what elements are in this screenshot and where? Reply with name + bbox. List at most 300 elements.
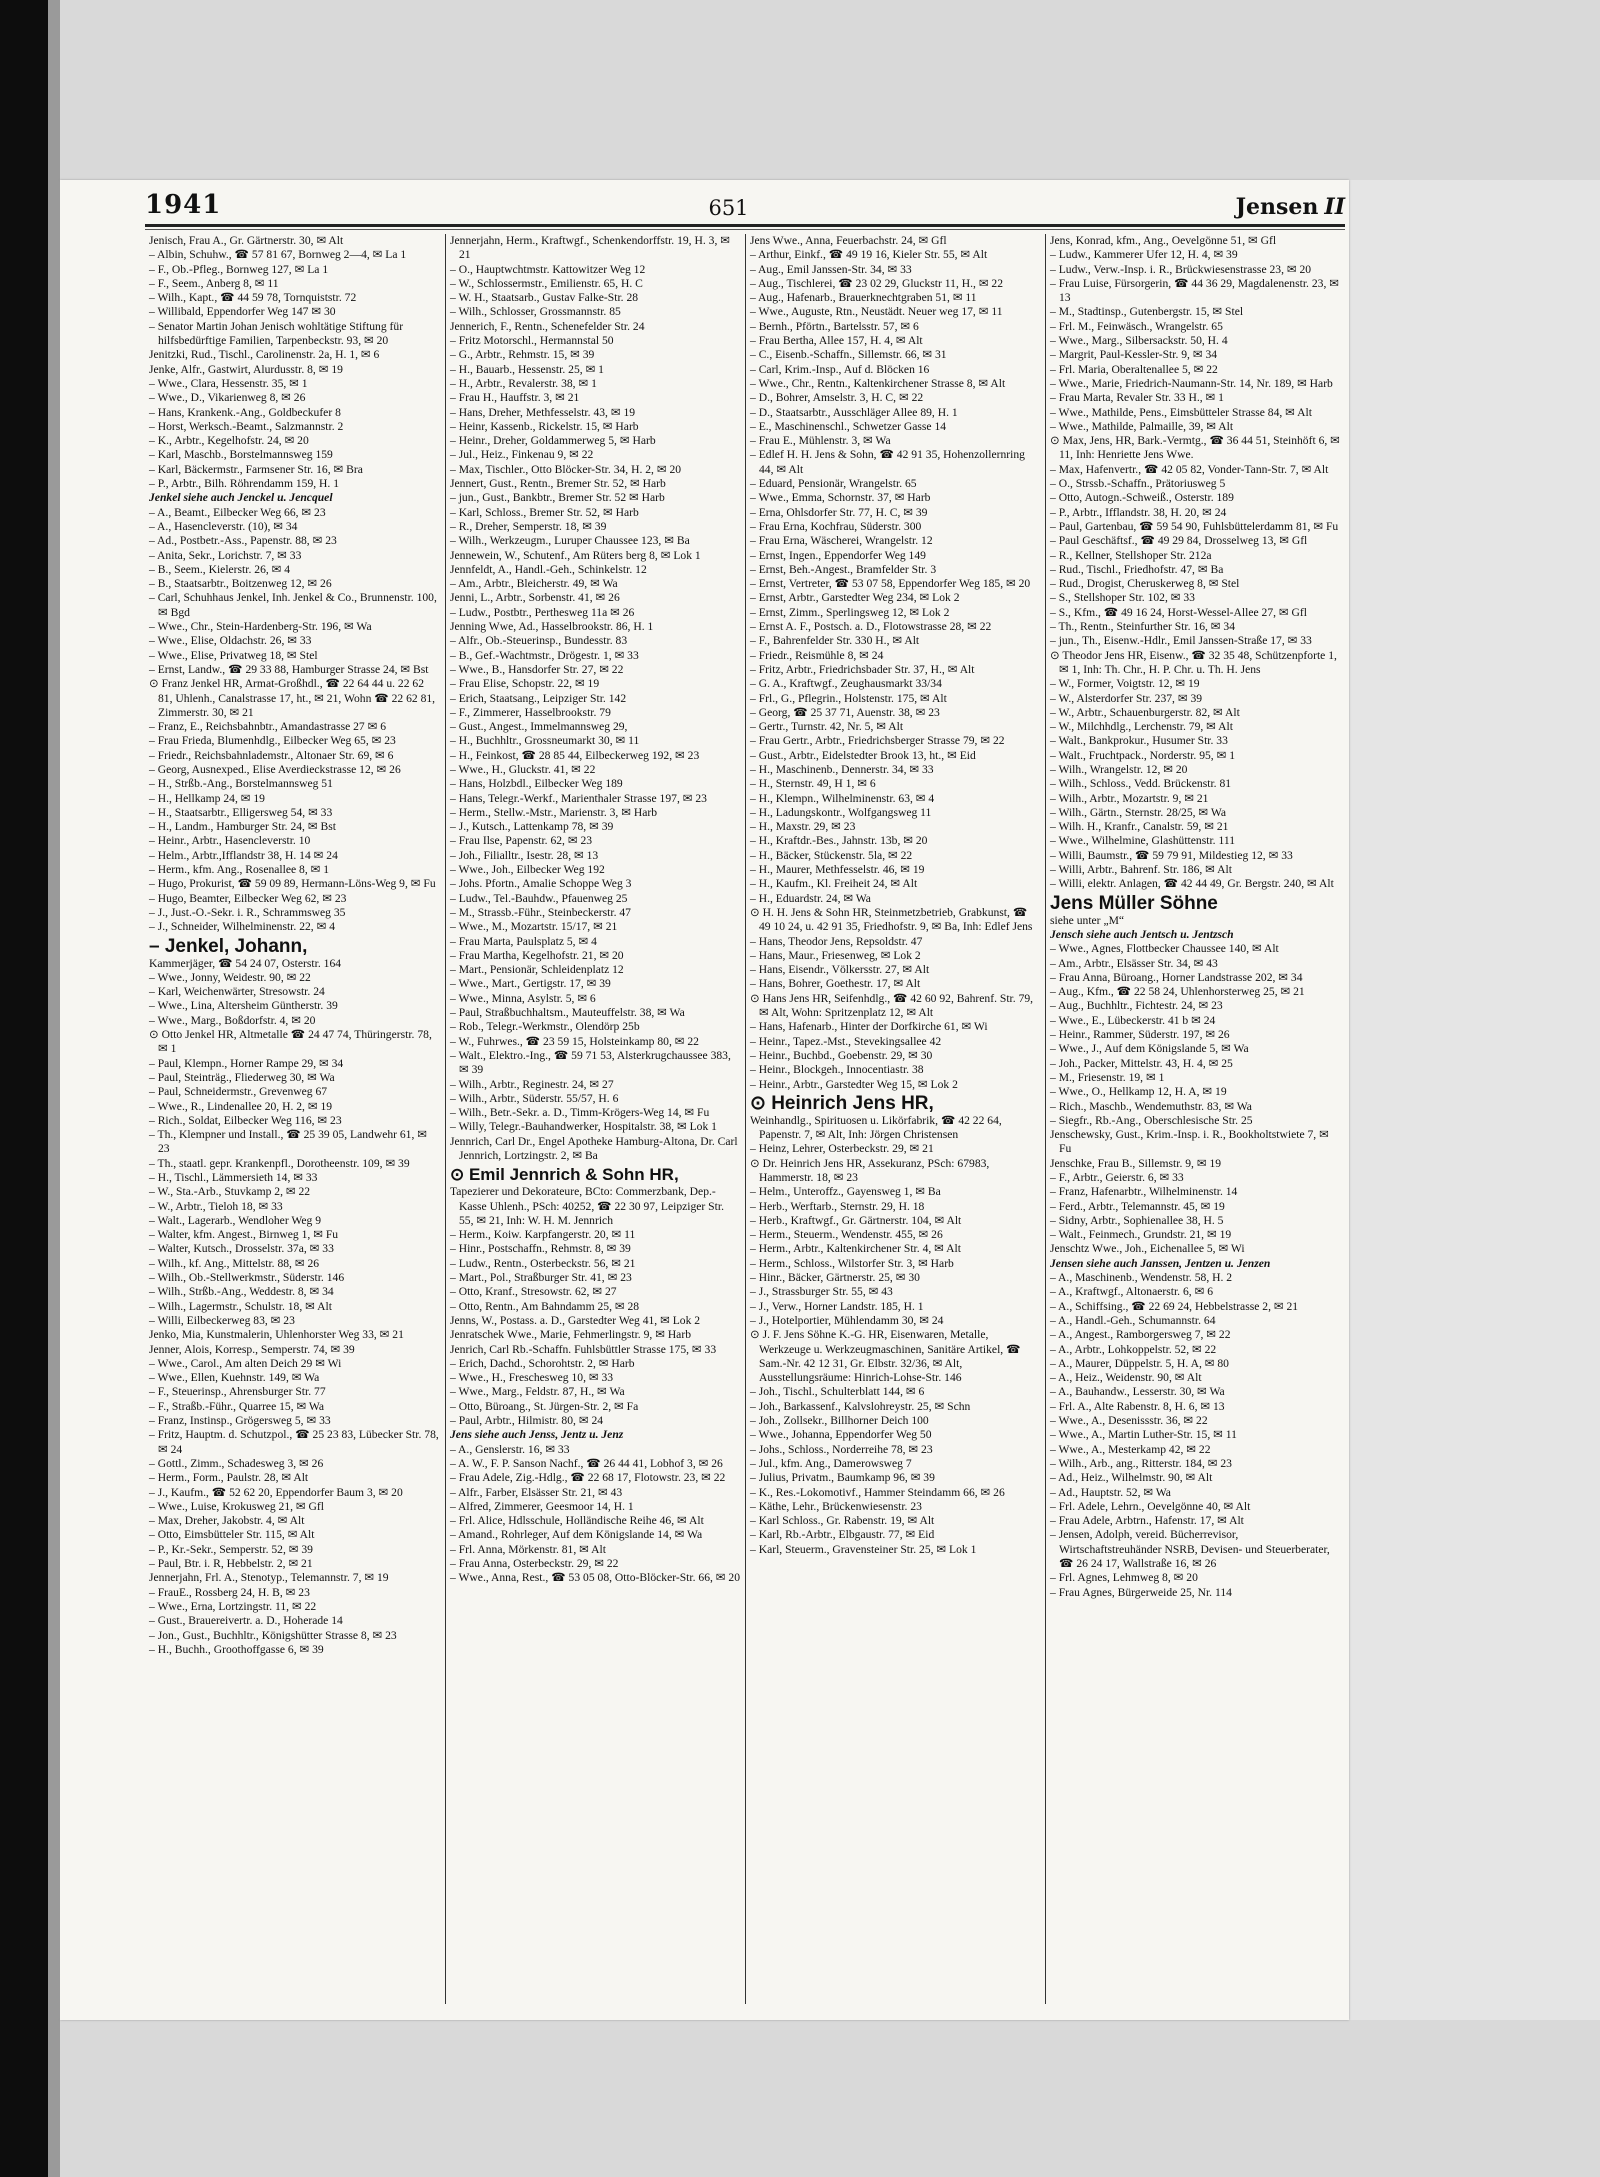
directory-entry: – Frau Gertr., Arbtr., Friedrichsberger Strasse 79, ✉ 22: [750, 734, 1005, 748]
directory-entry: – Frau E., Mühlenstr. 3, ✉ Wa: [750, 434, 891, 448]
directory-entry: – Herm., Schloss., Wilstorfer Str. 3, ✉ Harb: [750, 1256, 954, 1270]
directory-entry: – Jul., Heiz., Finkenau 9, ✉ 22: [450, 448, 594, 462]
directory-entry: – H., Tischl., Lämmersieth 14, ✉ 33: [149, 1171, 318, 1184]
directory-entry: – Wwe., Mathilde, Pens., Eimsbütteler Strasse 84, ✉ Alt: [1050, 405, 1312, 419]
directory-entry: – Heinr, Kassenb., Rickelstr. 15, ✉ Harb: [450, 419, 639, 433]
directory-entry: – Walt., Bankprokur., Husumer Str. 33: [1050, 734, 1228, 748]
directory-entry: – Max, Tischler., Otto Blöcker-Str. 34, H. 2, ✉ 20: [450, 462, 682, 476]
directory-entry: – Hans, Bohrer, Goethestr. 17, ✉ Alt: [750, 977, 921, 991]
directory-entry: – Rud., Tischl., Friedhofstr. 47, ✉ Ba: [1050, 562, 1224, 576]
directory-entry: – Wilh., Wrangelstr. 12, ✉ 20: [1050, 762, 1188, 776]
directory-entry: – Gottl., Zimm., Schadesweg 3, ✉ 26: [149, 1456, 324, 1470]
directory-entry: – Heinr., Rammer, Süderstr. 197, ✉ 26: [1050, 1028, 1230, 1042]
directory-entry: Jens Wwe., Anna, Feuerbachstr. 24, ✉ Gfl: [750, 234, 947, 247]
columns: [145, 234, 1345, 2004]
directory-entry: – Frl. M., Feinwäsch., Wrangelstr. 65: [1050, 319, 1223, 333]
directory-entry: – A., Handl.-Geh., Schumannstr. 64: [1050, 1313, 1216, 1327]
directory-entry: – Wwe., Wilhelmine, Glashüttenstr. 111: [1050, 834, 1236, 848]
directory-entry: – Karl, Steuerm., Gravensteiner Str. 25, ✉ Lok 1: [750, 1542, 977, 1556]
directory-entry: – Joh., Packer, Mittelstr. 43, H. 4, ✉ 25: [1050, 1056, 1233, 1070]
directory-entry: – Jon., Gust., Buchhltr., Königshütter Strasse 8, ✉ 23: [149, 1628, 397, 1642]
directory-entry: – W., Alsterdorfer Str. 237, ✉ 39: [1050, 691, 1203, 705]
directory-entry: – Ernst, Landw., ☎ 29 33 88, Hamburger Strasse 24, ✉ Bst: [149, 662, 429, 676]
directory-entry: – Ernst, Vertreter, ☎ 53 07 58, Eppendorfer Weg 185, ✉ 20: [750, 577, 1031, 591]
directory-entry: – Wwe., Clara, Hessenstr. 35, ✉ 1: [149, 376, 308, 390]
directory-entry: – Ad., Heiz., Wilhelmstr. 90, ✉ Alt: [1050, 1471, 1213, 1485]
directory-entry: – Johs. Pfortn., Amalie Schoppe Weg 3: [450, 877, 632, 891]
directory-entry: – Otto, Rentn., Am Bahndamm 25, ✉ 28: [450, 1299, 640, 1313]
directory-entry: – Jul., kfm. Ang., Damerowsweg 7: [750, 1456, 912, 1470]
directory-entry: – Wilh. H., Kranfr., Canalstr. 59, ✉ 21: [1050, 820, 1229, 834]
directory-entry: Jennewein, W., Schutenf., Am Rüters berg 8, ✉ Lok 1: [450, 548, 701, 562]
directory-entry: – Johs., Schloss., Norderreihe 78, ✉ 23: [750, 1442, 933, 1456]
directory-entry: – Wwe., Elise, Privatweg 18, ✉ Stel: [149, 648, 318, 662]
directory-entry: – E., Maschinenschl., Schwetzer Gasse 14: [750, 419, 947, 433]
directory-entry: – Paul, Arbtr., Hilmistr. 80, ✉ 24: [450, 1414, 604, 1428]
directory-entry: – Wwe., Carol., Am alten Deich 29 ✉ Wi: [149, 1356, 342, 1370]
directory-entry: – W., Former, Voigtstr. 12, ✉ 19: [1050, 677, 1200, 691]
directory-entry: Jennerjahn, Herm., Kraftwgf., Schenkendorffstr. 19, H. 3, ✉ 21: [450, 234, 730, 262]
directory-entry: – Erich, Staatsang., Leipziger Str. 142: [450, 691, 627, 705]
directory-entry: – Hugo, Beamter, Eilbecker Weg 62, ✉ 23: [149, 891, 347, 905]
directory-entry: – Alfr., Farber, Elsässer Str. 21, ✉ 43: [450, 1485, 623, 1499]
directory-entry: – Frau Martha, Kegelhofstr. 21, ✉ 20: [450, 948, 624, 962]
directory-entry: – Wwe., Mart., Gertigstr. 17, ✉ 39: [450, 977, 611, 991]
directory-entry: – F., Bahrenfelder Str. 330 H., ✉ Alt: [750, 634, 920, 648]
directory-entry: – W., Milchhdlg., Lerchenstr. 79, ✉ Alt: [1050, 720, 1233, 734]
section-heading: – Jenkel, Johann,: [149, 935, 308, 957]
directory-entry: ⊙ Hans Jens HR, Seifenhdlg., ☎ 42 60 92, Bahrenf. Str. 79, ✉ Alt, Wohn: Spritzenplatz 12, ✉ Alt: [750, 991, 1034, 1020]
directory-entry: – Otto, Kranf., Stresowstr. 62, ✉ 27: [450, 1285, 617, 1299]
directory-entry: – Wwe., Marg., Feldstr. 87, H., ✉ Wa: [450, 1385, 625, 1399]
directory-entry: – Wwe., Minna, Asylstr. 5, ✉ 6: [450, 991, 596, 1005]
year-label: 1941: [145, 190, 222, 220]
directory-entry: – Joh., Zollsekr., Billhorner Deich 100: [750, 1414, 929, 1428]
directory-entry: – Franz, Hafenarbtr., Wilhelminenstr. 14: [1050, 1185, 1238, 1199]
directory-entry: – W., Fuhrwes., ☎ 23 59 15, Holsteinkamp 80, ✉ 22: [450, 1034, 699, 1048]
directory-entry: – Herm., Form., Paulstr. 28, ✉ Alt: [149, 1471, 309, 1485]
directory-entry: – Herm., Arbtr., Kaltenkirchener Str. 4, ✉ Alt: [750, 1242, 961, 1256]
directory-entry: – Hugo, Prokurist, ☎ 59 09 89, Hermann-Löns-Weg 9, ✉ Fu: [149, 877, 436, 891]
directory-entry: – Frl. Maria, Oberaltenallee 5, ✉ 22: [1050, 362, 1218, 376]
directory-entry: – M., Strassb.-Führ., Steinbeckerstr. 47: [450, 905, 631, 919]
directory-entry: – Karl, Maschb., Borstelmannsweg 159: [149, 448, 333, 462]
directory-entry: Jenschewsky, Gust., Krim.-Insp. i. R., Bookholtstwiete 7, ✉ Fu: [1050, 1128, 1329, 1156]
directory-entry: – Wwe., B., Hansdorfer Str. 27, ✉ 22: [450, 662, 624, 676]
directory-entry: – H., Landm., Hamburger Str. 24, ✉ Bst: [149, 820, 336, 834]
directory-entry: – Wilh., Arbtr., Mozartstr. 9, ✉ 21: [1050, 791, 1209, 805]
directory-entry: – Wwe., Erna, Lortzingstr. 11, ✉ 22: [149, 1599, 317, 1613]
directory-entry: – Willi, elektr. Anlagen, ☎ 42 44 49, Gr. Bergstr. 240, ✉ Alt: [1050, 877, 1334, 891]
directory-entry: – Paul, Schneidermstr., Grevenweg 67: [149, 1085, 328, 1099]
directory-entry: – Ludw., Rentn., Osterbeckstr. 56, ✉ 21: [450, 1256, 636, 1270]
directory-entry: – Wwe., E., Lübeckerstr. 41 b ✉ 24: [1050, 1013, 1216, 1027]
directory-entry: – Carl, Krim.-Insp., Auf d. Blöcken 16: [750, 362, 930, 376]
directory-entry: – Ernst, Zimm., Sperlingsweg 12, ✉ Lok 2: [750, 605, 950, 619]
directory-entry: – Hans, Eisendr., Völkersstr. 27, ✉ Alt: [750, 963, 930, 977]
directory-entry: – Ernst A. F., Postsch. a. D., Flotowstrasse 28, ✉ 22: [750, 620, 992, 634]
directory-entry: – Wwe., Chr., Rentn., Kaltenkirchener Strasse 8, ✉ Alt: [750, 376, 1006, 390]
directory-entry: – Frau Bertha, Allee 157, H. 4, ✉ Alt: [750, 334, 923, 348]
column-2: [445, 234, 745, 2004]
directory-entry: – Herm., Koiw. Karpfangerstr. 20, ✉ 11: [450, 1228, 636, 1242]
directory-entry: – Willi, Arbtr., Bahrenf. Str. 186, ✉ Alt: [1050, 863, 1232, 877]
directory-entry: – Paul, Straßbuchhaltsm., Mauteuffelstr. 38, ✉ Wa: [450, 1006, 685, 1020]
directory-entry: – Paul, Steinträg., Fliederweg 30, ✉ Wa: [149, 1070, 335, 1084]
directory-entry: – Senator Martin Johan Jenisch wohltätige Stiftung für hilfsbedürftige Familien, Tarpenbeckstr. 93, ✉ 20: [149, 319, 404, 348]
scan-edge-left: [0, 0, 48, 2177]
directory-entry: – H., Sternstr. 49, H 1, ✉ 6: [750, 777, 876, 791]
directory-entry: – Margrit, Paul-Kessler-Str. 9, ✉ 34: [1050, 348, 1218, 362]
directory-entry: – Frl. Alice, Hdlsschule, Holländische Reihe 46, ✉ Alt: [450, 1514, 704, 1528]
directory-entry: – H., Maxstr. 29, ✉ 23: [750, 820, 856, 834]
directory-entry: – F., Seem., Anberg 8, ✉ 11: [149, 276, 279, 290]
directory-entry: – S., Stellshoper Str. 102, ✉ 33: [1050, 591, 1195, 605]
directory-entry: – jun., Gust., Bankbtr., Bremer Str. 52 ✉ Harb: [450, 491, 665, 505]
directory-entry: – Wilh., Schloss., Vedd. Brückenstr. 81: [1050, 777, 1232, 791]
directory-entry: – Bernh., Pförtn., Bartelsstr. 57, ✉ 6: [750, 319, 919, 333]
directory-entry: – Am., Arbtr., Bleicherstr. 49, ✉ Wa: [450, 577, 618, 591]
directory-entry: – Paul, Btr. i. R, Hebbelstr. 2, ✉ 21: [149, 1557, 313, 1571]
directory-entry: – Wilh., Gärtn., Sternstr. 28/25, ✉ Wa: [1050, 805, 1226, 819]
directory-entry: – M., Stadtinsp., Gutenbergstr. 15, ✉ Stel: [1050, 305, 1244, 319]
directory-entry: ⊙ J. F. Jens Söhne K.-G. HR, Eisenwaren, Metalle, Werkzeuge u. Werkzeugmaschinen, Sanitäre Artikel, ☎ Sam.-Nr. 42 12 31, Gr. Elbstr. 32/36, ✉ Alt, Ausstellungsräume: Hinrich-Lohse-Str. 146: [750, 1328, 1021, 1385]
directory-entry: – Max, Dreher, Jakobstr. 4, ✉ Alt: [149, 1514, 305, 1528]
directory-entry: – Heinr., Blockgeh., Innocentiastr. 38: [750, 1063, 924, 1077]
directory-entry: – Amand., Rohrleger, Auf dem Königslande 14, ✉ Wa: [450, 1528, 703, 1542]
directory-entry: – Aug., Tischlerei, ☎ 23 02 29, Gluckstr 11, H., ✉ 22: [750, 276, 1004, 290]
directory-entry: – A., Bauhandw., Lesserstr. 30, ✉ Wa: [1050, 1385, 1225, 1399]
directory-entry: – J., Schneider, Wilhelminenstr. 22, ✉ 4: [149, 920, 335, 934]
directory-entry: – Gust., Angest., Immelmannsweg 29,: [450, 720, 628, 734]
directory-entry: – A. W., F. P. Sanson Nachf., ☎ 26 44 41, Lobhof 3, ✉ 26: [450, 1456, 723, 1470]
directory-entry: – H., Ladungskontr., Wolfgangsweg 11: [750, 805, 932, 819]
directory-entry: – Otto, Autogn.-Schweiß., Osterstr. 189: [1050, 491, 1234, 505]
directory-entry: – Wwe., Luise, Krokusweg 21, ✉ Gfl: [149, 1499, 325, 1513]
directory-entry: – Wwe., R., Lindenallee 20, H. 2, ✉ 19: [149, 1099, 333, 1113]
directory-entry: – A., Maschinenb., Wendenstr. 58, H. 2: [1050, 1271, 1233, 1285]
directory-entry: – Herm., Steuerm., Wendenstr. 455, ✉ 26: [750, 1228, 943, 1242]
directory-entry: – FrauE., Rossberg 24, H. B, ✉ 23: [149, 1585, 310, 1599]
directory-entry: – A., Kraftwgf., Altonaerstr. 6, ✉ 6: [1050, 1285, 1213, 1299]
directory-entry: – W., Schlossermstr., Emilienstr. 65, H. C: [450, 276, 643, 290]
directory-entry: – Frau Frieda, Blumenhdlg., Eilbecker Weg 65, ✉ 23: [149, 734, 396, 748]
directory-entry: – Eduard, Pensionär, Wrangelstr. 65: [750, 477, 917, 491]
directory-entry: – Gertr., Turnstr. 42, Nr. 5, ✉ Alt: [750, 720, 904, 734]
directory-entry: – W., Arbtr., Tieloh 18, ✉ 33: [149, 1199, 283, 1213]
directory-entry: – Ludw., Kammerer Ufer 12, H. 4, ✉ 39: [1050, 248, 1238, 262]
directory-entry: Jenrich, Carl Rb.-Schaffn. Fuhlsbüttler Strasse 175, ✉ 33: [450, 1342, 717, 1356]
directory-entry: – Max, Hafenvertr., ☎ 42 05 82, Vonder-Tann-Str. 7, ✉ Alt: [1050, 462, 1329, 476]
directory-entry: – Anita, Sekr., Lorichstr. 7, ✉ 33: [149, 548, 302, 562]
directory-entry: – Wwe., A., Desenissstr. 36, ✉ 22: [1050, 1414, 1208, 1428]
directory-entry: – Hans, Hafenarb., Hinter der Dorfkirche 61, ✉ Wi: [750, 1020, 988, 1034]
directory-entry: – Wwe., Anna, Rest., ☎ 53 05 08, Otto-Blöcker-Str. 66, ✉ 20: [450, 1571, 741, 1585]
directory-entry: – Erna, Ohlsdorfer Str. 77, H. C, ✉ 39: [750, 505, 928, 519]
running-head-word: Jensen: [1235, 194, 1319, 220]
directory-entry: – Th., staatl. gepr. Krankenpfl., Dorotheenstr. 109, ✉ 39: [149, 1156, 410, 1170]
directory-entry: – K., Arbtr., Kegelhofstr. 24, ✉ 20: [149, 434, 309, 448]
directory-entry: – Heinr., Buchbd., Goebenstr. 29, ✉ 30: [750, 1048, 933, 1062]
directory-entry: – Wwe., Emma, Schornstr. 37, ✉ Harb: [750, 491, 931, 505]
directory-entry: – Wwe., D., Vikarienweg 8, ✉ 26: [149, 391, 306, 405]
directory-entry: siehe unter „M“: [1050, 913, 1125, 927]
directory-entry: – J., Just.-O.-Sekr. i. R., Schrammsweg 35: [149, 905, 346, 919]
column-4: [1045, 234, 1345, 2004]
directory-entry: – J., Strassburger Str. 55, ✉ 43: [750, 1285, 893, 1299]
directory-entry: – Wwe., A., Mesterkamp 42, ✉ 22: [1050, 1442, 1211, 1456]
directory-entry: – Rud., Drogist, Cheruskerweg 8, ✉ Stel: [1050, 577, 1240, 591]
directory-entry: – Frau Marta, Revaler Str. 33 H., ✉ 1: [1050, 391, 1224, 405]
directory-entry: – Herb., Kraftwgf., Gr. Gärtnerstr. 104, ✉ Alt: [750, 1213, 962, 1227]
directory-entry: – Frl. Agnes, Lehmweg 8, ✉ 20: [1050, 1571, 1198, 1585]
directory-entry: Jenns, W., Postass. a. D., Garstedter Weg 41, ✉ Lok 2: [450, 1313, 701, 1327]
directory-entry: – Helm., Unteroffz., Gayensweg 1, ✉ Ba: [750, 1185, 941, 1199]
directory-entry: – O., Hauptwchtmstr. Kattowitzer Weg 12: [450, 262, 646, 276]
directory-entry: Jens, Konrad, kfm., Ang., Oevelgönne 51, ✉ Gfl: [1050, 234, 1277, 247]
directory-entry: – Horst, Werksch.-Beamt., Salzmannstr. 2: [149, 419, 344, 433]
directory-entry: – Wwe., Ellen, Kuehnstr. 149, ✉ Wa: [149, 1371, 320, 1385]
directory-entry: – Wwe., Joh., Eilbecker Weg 192: [450, 863, 605, 877]
directory-entry: – A., Genslerstr. 16, ✉ 33: [450, 1442, 570, 1456]
directory-entry: – A., Arbtr., Lohkoppelstr. 52, ✉ 22: [1050, 1342, 1217, 1356]
directory-entry: ⊙ Otto Jenkel HR, Altmetalle ☎ 24 47 74, Thüringerstr. 78, ✉ 1: [149, 1028, 432, 1056]
directory-entry: – Ad., Hauptstr. 52, ✉ Wa: [1050, 1485, 1171, 1499]
scan-edge-right: [1349, 180, 1600, 2020]
directory-entry: – Karl, Bäckermstr., Farmsener Str. 16, ✉ Bra: [149, 462, 363, 476]
directory-entry: – Heinr., Arbtr., Garstedter Weg 15, ✉ Lok 2: [750, 1077, 958, 1091]
page-number: 651: [708, 196, 749, 220]
directory-entry: – H., Buchhltr., Grossneumarkt 30, ✉ 11: [450, 734, 640, 748]
directory-entry: – Ludw., Tel.-Bauhdw., Pfauenweg 25: [450, 891, 628, 905]
directory-entry: – Wilh., Strßb.-Ang., Weddestr. 8, ✉ 34: [149, 1285, 334, 1299]
directory-entry: – Albin, Schuhw., ☎ 57 81 67, Bornweg 2—4, ✉ La 1: [149, 248, 407, 262]
directory-entry: – Frl. A., Alte Rabenstr. 8, H. 6, ✉ 13: [1050, 1399, 1225, 1413]
directory-entry: – G., Arbtr., Rehmstr. 15, ✉ 39: [450, 348, 595, 362]
section-heading: Jensch siehe auch Jentsch u. Jentzsch: [1050, 927, 1234, 941]
directory-entry: – Wwe., H., Gluckstr. 41, ✉ 22: [450, 762, 596, 776]
directory-entry: – Walter, Kutsch., Drosselstr. 37a, ✉ 33: [149, 1242, 334, 1256]
directory-entry: – Willi, Eilbeckerweg 83, ✉ 23: [149, 1313, 295, 1327]
directory-entry: – Rich., Maschb., Wendemuthstr. 83, ✉ Wa: [1050, 1099, 1252, 1113]
directory-entry: – O., Strssb.-Schaffn., Prätoriusweg 5: [1050, 477, 1226, 491]
directory-entry: – Frau Anna, Osterbeckstr. 29, ✉ 22: [450, 1557, 619, 1571]
directory-entry: – Karl, Weichenwärter, Stresowstr. 24: [149, 985, 325, 999]
directory-entry: – Aug., Hafenarb., Brauerknechtgraben 51, ✉ 11: [750, 291, 977, 305]
directory-entry: – Fritz Motorschl., Hermannstal 50: [450, 334, 614, 348]
directory-page: [60, 180, 1349, 2020]
directory-entry: Jenke, Alfr., Gastwirt, Alurdusstr. 8, ✉ 19: [149, 362, 343, 376]
header-rule-thick: [145, 224, 1345, 227]
running-head: [1236, 194, 1345, 220]
directory-entry: – Julius, Privatm., Baumkamp 96, ✉ 39: [750, 1471, 935, 1485]
directory-entry: – P., Arbtr., Ifflandstr. 38, H. 20, ✉ 24: [1050, 505, 1227, 519]
directory-entry: Jennert, Gust., Rentn., Bremer Str. 52, ✉ Harb: [450, 477, 666, 491]
column-3: [745, 234, 1045, 2004]
directory-entry: – B., Seem., Kielerstr. 26, ✉ 4: [149, 562, 291, 576]
directory-entry: – H., Buchh., Groothoffgasse 6, ✉ 39: [149, 1642, 324, 1656]
directory-entry: Jenratschek Wwe., Marie, Fehmerlingstr. 9, ✉ Harb: [450, 1328, 691, 1342]
directory-entry: – Mart., Pensionär, Schleidenplatz 12: [450, 963, 624, 977]
directory-entry: – P., Kr.-Sekr., Semperstr. 52, ✉ 39: [149, 1542, 313, 1556]
directory-entry: Weinhandlg., Spirituosen u. Likörfabrik, ☎ 42 22 64, Papenstr. 7, ✉ Alt, Inh: Jörgen Christensen: [750, 1113, 1002, 1142]
directory-entry: Jenko, Mia, Kunstmalerin, Uhlenhorster Weg 33, ✉ 21: [149, 1328, 404, 1342]
directory-entry: ⊙ Franz Jenkel HR, Armat-Großhdl., ☎ 22 64 44 u. 22 62 81, Uhlenh., Canalstrasse 17, ht., ✉ 21, Wohn ☎ 22 62 81, Zimmerstr. 30, ✉ 21: [149, 677, 436, 719]
directory-entry: – Edlef H. H. Jens & Sohn, ☎ 42 91 35, Hohenzollernring 44, ✉ Alt: [750, 448, 1025, 476]
directory-entry: – A., Beamt., Eilbecker Weg 66, ✉ 23: [149, 505, 326, 519]
directory-entry: – Hinr., Bäcker, Gärtnerstr. 25, ✉ 30: [750, 1271, 920, 1285]
directory-entry: – D., Bohrer, Amselstr. 3, H. C, ✉ 22: [750, 391, 924, 405]
directory-entry: – Am., Arbtr., Elsässer Str. 34, ✉ 43: [1050, 956, 1218, 970]
directory-entry: – W., Sta.-Arb., Stuvkamp 2, ✉ 22: [149, 1185, 311, 1199]
directory-entry: – Rob., Telegr.-Werkmstr., Olendörp 25b: [450, 1020, 640, 1034]
directory-entry: – Aug., Emil Janssen-Str. 34, ✉ 33: [750, 262, 912, 276]
directory-entry: – Otto, Büroang., St. Jürgen-Str. 2, ✉ Fa: [450, 1399, 639, 1413]
directory-entry: – Paul Geschäftsf., ☎ 49 29 84, Drosselweg 13, ✉ Gfl: [1050, 534, 1308, 548]
directory-entry: – Ernst, Ingen., Eppendorfer Weg 149: [750, 548, 926, 562]
section-heading: Jenkel siehe auch Jenckel u. Jencquel: [149, 491, 333, 505]
directory-entry: – G. A., Kraftwgf., Zeughausmarkt 33/34: [750, 677, 942, 691]
directory-entry: Jenschke, Frau B., Sillemstr. 9, ✉ 19: [1050, 1156, 1222, 1170]
directory-entry: – F., Ob.-Pfleg., Bornweg 127, ✉ La 1: [149, 262, 329, 276]
header-rule-thin: [145, 229, 1345, 230]
directory-entry: – Frau Anna, Büroang., Horner Landstrasse 202, ✉ 34: [1050, 970, 1303, 984]
directory-entry: – A., Hasencleverstr. (10), ✉ 34: [149, 519, 298, 533]
directory-entry: – Aug., Kfm., ☎ 22 58 24, Uhlenhorsterweg 25, ✉ 21: [1050, 985, 1305, 999]
directory-entry: – Hans, Maur., Friesenweg, ✉ Lok 2: [750, 948, 921, 962]
directory-entry: Tapezierer und Dekorateure, BCto: Commerzbank, Dep.-Kasse Uhlenh., PSch: 40252, ☎ 22 30 97, Leipziger Str. 55, ✉ 21, Inh: W. H. M. Jennrich: [450, 1185, 724, 1227]
directory-entry: – Aug., Buchhltr., Fichtestr. 24, ✉ 23: [1050, 999, 1223, 1013]
directory-entry: Jenschtz Wwe., Joh., Eichenallee 5, ✉ Wi: [1050, 1242, 1245, 1256]
directory-entry: – Käthe, Lehr., Brückenwiesenstr. 23: [750, 1499, 922, 1513]
directory-entry: – Hans, Dreher, Methfesselstr. 43, ✉ 19: [450, 405, 636, 419]
directory-entry: Jenning Wwe, Ad., Hasselbrookstr. 86, H. 1: [450, 620, 654, 634]
directory-entry: ⊙ Dr. Heinrich Jens HR, Assekuranz, PSch: 67983, Hammerstr. 18, ✉ 23: [750, 1156, 990, 1184]
directory-entry: – Willi, Baumstr., ☎ 59 79 91, Mildestieg 12, ✉ 33: [1050, 848, 1293, 862]
directory-entry: – B., Staatsarbtr., Boitzenweg 12, ✉ 26: [149, 577, 332, 591]
directory-entry: – Frl. Adele, Lehrn., Oevelgönne 40, ✉ Alt: [1050, 1499, 1251, 1513]
directory-entry: – Wwe., J., Auf dem Königslande 5, ✉ Wa: [1050, 1042, 1249, 1056]
directory-entry: – Wwe., Johanna, Eppendorfer Weg 50: [750, 1428, 932, 1442]
directory-entry: – jun., Th., Eisenw.-Hdlr., Emil Janssen-Straße 17, ✉ 33: [1050, 634, 1312, 648]
scan-edge-gray: [48, 0, 60, 2177]
directory-entry: – H., Hellkamp 24, ✉ 19: [149, 791, 265, 805]
directory-entry: – Wwe., Agnes, Flottbecker Chaussee 140, ✉ Alt: [1050, 942, 1279, 956]
directory-entry: – H., Bauarb., Hessenstr. 25, ✉ 1: [450, 362, 604, 376]
directory-entry: – W. H., Staatsarb., Gustav Falke-Str. 28: [450, 291, 639, 305]
directory-entry: – Wwe., Chr., Stein-Hardenberg-Str. 196, ✉ Wa: [149, 620, 372, 634]
directory-entry: – Frau Adele, Arbtrn., Hafenstr. 17, ✉ Alt: [1050, 1514, 1244, 1528]
section-heading: Jens Müller Söhne: [1050, 892, 1218, 914]
directory-entry: Jennrich, Carl Dr., Engel Apotheke Hamburg-Altona, Dr. Carl Jennrich, Lortzingstr. 2, ✉ Ba: [450, 1134, 738, 1162]
directory-entry: – Frl., G., Pflegrin., Holstenstr. 175, ✉ Alt: [750, 691, 947, 705]
directory-entry: – Hans, Telegr.-Werkf., Marienthaler Strasse 197, ✉ 23: [450, 791, 707, 805]
directory-entry: Jenisch, Frau A., Gr. Gärtnerstr. 30, ✉ Alt: [149, 234, 344, 247]
directory-entry: – Walt., Lagerarb., Wendloher Weg 9: [149, 1213, 322, 1227]
directory-entry: – H., Maurer, Methfesselstr. 46, ✉ 19: [750, 863, 925, 877]
directory-entry: – Ernst, Arbtr., Garstedter Weg 234, ✉ Lok 2: [750, 591, 960, 605]
directory-entry: Jenner, Alois, Korresp., Semperstr. 74, ✉ 39: [149, 1342, 355, 1356]
directory-entry: – Ad., Postbetr.-Ass., Papenstr. 88, ✉ 23: [149, 534, 337, 548]
directory-entry: – Th., Klempner und Install., ☎ 25 39 05, Landwehr 61, ✉ 23: [149, 1128, 427, 1156]
directory-entry: – H., Kraftdr.-Bes., Jahnstr. 13b, ✉ 20: [750, 834, 928, 848]
directory-entry: – B., Gef.-Wachtmstr., Drögestr. 1, ✉ 33: [450, 648, 639, 662]
directory-entry: ⊙ Max, Jens, HR, Bark.-Vermtg., ☎ 36 44 51, Steinhöft 6, ✉ 11, Inh: Henriette Jens Wwe.: [1050, 434, 1340, 462]
directory-entry: – Wilh., Werkzeugm., Luruper Chaussee 123, ✉ Ba: [450, 534, 690, 548]
directory-entry: – Wilh., kf. Ang., Mittelstr. 88, ✉ 26: [149, 1256, 320, 1270]
directory-entry: – J., Verw., Horner Landstr. 185, H. 1: [750, 1299, 924, 1313]
directory-entry: – Franz, Instinsp., Grögersweg 5, ✉ 33: [149, 1414, 331, 1428]
directory-entry: – Frau Adele, Zig.-Hdlg., ☎ 22 68 17, Flotowstr. 23, ✉ 22: [450, 1471, 726, 1485]
section-heading: ⊙ Heinrich Jens HR,: [750, 1092, 934, 1114]
directory-entry: – Walt., Feinmech., Grundstr. 21, ✉ 19: [1050, 1228, 1232, 1242]
directory-entry: – Frau Erna, Wäscherei, Wrangelstr. 12: [750, 534, 933, 548]
directory-entry: – Franz, E., Reichsbahnbtr., Amandastrasse 27 ✉ 6: [149, 720, 387, 734]
directory-entry: – Wwe., O., Hellkamp 12, H. A, ✉ 19: [1050, 1085, 1227, 1099]
directory-entry: ⊙ H. H. Jens & Sohn HR, Steinmetzbetrieb, Grabkunst, ☎ 49 10 24, u. 42 91 35, Friedhofstr. 9, ✉ Ba, Inh: Edlef Jens: [750, 905, 1033, 934]
directory-entry: – Wilh., Arb., ang., Ritterstr. 184, ✉ 23: [1050, 1456, 1232, 1470]
directory-entry: – D., Staatsarbtr., Ausschläger Allee 89, H. 1: [750, 405, 958, 419]
directory-entry: ⊙ Theodor Jens HR, Eisenw., ☎ 32 35 48, Schützenpforte 1, ✉ 1, Inh: Th. Chr., H. P. Chr. u. Th. H. Jens: [1050, 648, 1337, 676]
column-1: [145, 234, 445, 2004]
directory-entry: – Carl, Schuhhaus Jenkel, Inh. Jenkel & Co., Brunnenstr. 100, ✉ Bgd: [149, 591, 437, 619]
directory-entry: – Paul, Gartenbau, ☎ 59 54 90, Fuhlsbüttelerdamm 81, ✉ Fu: [1050, 519, 1339, 533]
directory-entry: – Frau Luise, Fürsorgerin, ☎ 44 36 29, Magdalenenstr. 23, ✉ 13: [1050, 276, 1339, 305]
directory-entry: – Joh., Filialltr., Isestr. 28, ✉ 13: [450, 848, 599, 862]
directory-entry: – Joh., Tischl., Schulterblatt 144, ✉ 6: [750, 1385, 925, 1399]
directory-entry: – Sidny, Arbtr., Sophienallee 38, H. 5: [1050, 1213, 1224, 1227]
directory-entry: – Frau Agnes, Bürgerweide 25, Nr. 114: [1050, 1585, 1232, 1599]
directory-entry: – Heinr., Dreher, Goldammerweg 5, ✉ Harb: [450, 434, 656, 448]
directory-entry: – J., Kaufm., ☎ 52 62 20, Eppendorfer Baum 3, ✉ 20: [149, 1485, 403, 1499]
directory-entry: – Alfr., Ob.-Steuerinsp., Bundesstr. 83: [450, 634, 628, 648]
directory-entry: – Paul, Klempn., Horner Rampe 29, ✉ 34: [149, 1056, 344, 1070]
directory-entry: – H., Feinkost, ☎ 28 85 44, Eilbeckerweg 192, ✉ 23: [450, 748, 700, 762]
directory-entry: – Frl. Anna, Mörkenstr. 81, ✉ Alt: [450, 1542, 606, 1556]
directory-entry: – Willy, Telegr.-Bauhandwerker, Hospitalstr. 38, ✉ Lok 1: [450, 1120, 717, 1134]
directory-entry: Jennerich, F., Rentn., Schenefelder Str. 24: [450, 319, 645, 333]
directory-entry: – Walter, kfm. Angest., Birnweg 1, ✉ Fu: [149, 1228, 339, 1242]
directory-entry: – F., Straßb.-Führ., Quarree 15, ✉ Wa: [149, 1399, 325, 1413]
section-heading: Jensen siehe auch Janssen, Jentzen u. Jenzen: [1050, 1256, 1271, 1270]
directory-entry: – Wwe., Marg., Silbersackstr. 50, H. 4: [1050, 334, 1228, 348]
directory-entry: – Ludw., Verw.-Insp. i. R., Brückwiesenstrasse 23, ✉ 20: [1050, 262, 1312, 276]
directory-entry: – Wilh., Lagermstr., Schulstr. 18, ✉ Alt: [149, 1299, 332, 1313]
directory-entry: – Wwe., A., Martin Luther-Str. 15, ✉ 11: [1050, 1428, 1237, 1442]
directory-entry: – Hans, Theodor Jens, Repsoldstr. 47: [750, 934, 923, 948]
directory-entry: – F., Zimmerer, Hasselbrookstr. 79: [450, 705, 611, 719]
directory-entry: – C., Eisenb.-Schaffn., Sillemstr. 66, ✉ 31: [750, 348, 947, 362]
directory-entry: – Wilh., Betr.-Sekr. a. D., Timm-Krögers-Weg 14, ✉ Fu: [450, 1106, 710, 1120]
directory-entry: Jenni, L., Arbtr., Sorbenstr. 41, ✉ 26: [450, 591, 620, 605]
directory-entry: – Wilh., Arbtr., Süderstr. 55/57, H. 6: [450, 1091, 619, 1105]
directory-entry: – Heinr., Arbtr., Hasencleverstr. 10: [149, 834, 311, 848]
directory-entry: – W., Arbtr., Schauenburgerstr. 82, ✉ Alt: [1050, 705, 1240, 719]
directory-entry: – Hinr., Postschaffn., Rehmstr. 8, ✉ 39: [450, 1242, 631, 1256]
directory-entry: – Ludw., Postbtr., Perthesweg 11a ✉ 26: [450, 605, 635, 619]
directory-entry: – Wilh., Kapt., ☎ 44 59 78, Tornquiststr. 72: [149, 291, 357, 305]
directory-entry: – Frau Elise, Schopstr. 22, ✉ 19: [450, 677, 600, 691]
directory-entry: – P., Arbtr., Bilh. Röhrendamm 159, H. 1: [149, 477, 340, 491]
directory-entry: – H., Klempn., Wilhelminenstr. 63, ✉ 4: [750, 791, 935, 805]
directory-entry: – Wwe., Mathilde, Palmaille, 39, ✉ Alt: [1050, 419, 1234, 433]
directory-entry: – Wwe., M., Mozartstr. 15/17, ✉ 21: [450, 920, 618, 934]
directory-entry: – S., Kfm., ☎ 49 16 24, Horst-Wessel-Allee 27, ✉ Gfl: [1050, 605, 1307, 619]
directory-entry: – F., Arbtr., Geierstr. 6, ✉ 33: [1050, 1171, 1184, 1184]
directory-entry: – Wilh., Arbtr., Reginestr. 24, ✉ 27: [450, 1077, 614, 1091]
directory-entry: – H., Arbtr., Revalerstr. 38, ✉ 1: [450, 376, 597, 390]
directory-entry: – M., Friesenstr. 19, ✉ 1: [1050, 1070, 1165, 1084]
